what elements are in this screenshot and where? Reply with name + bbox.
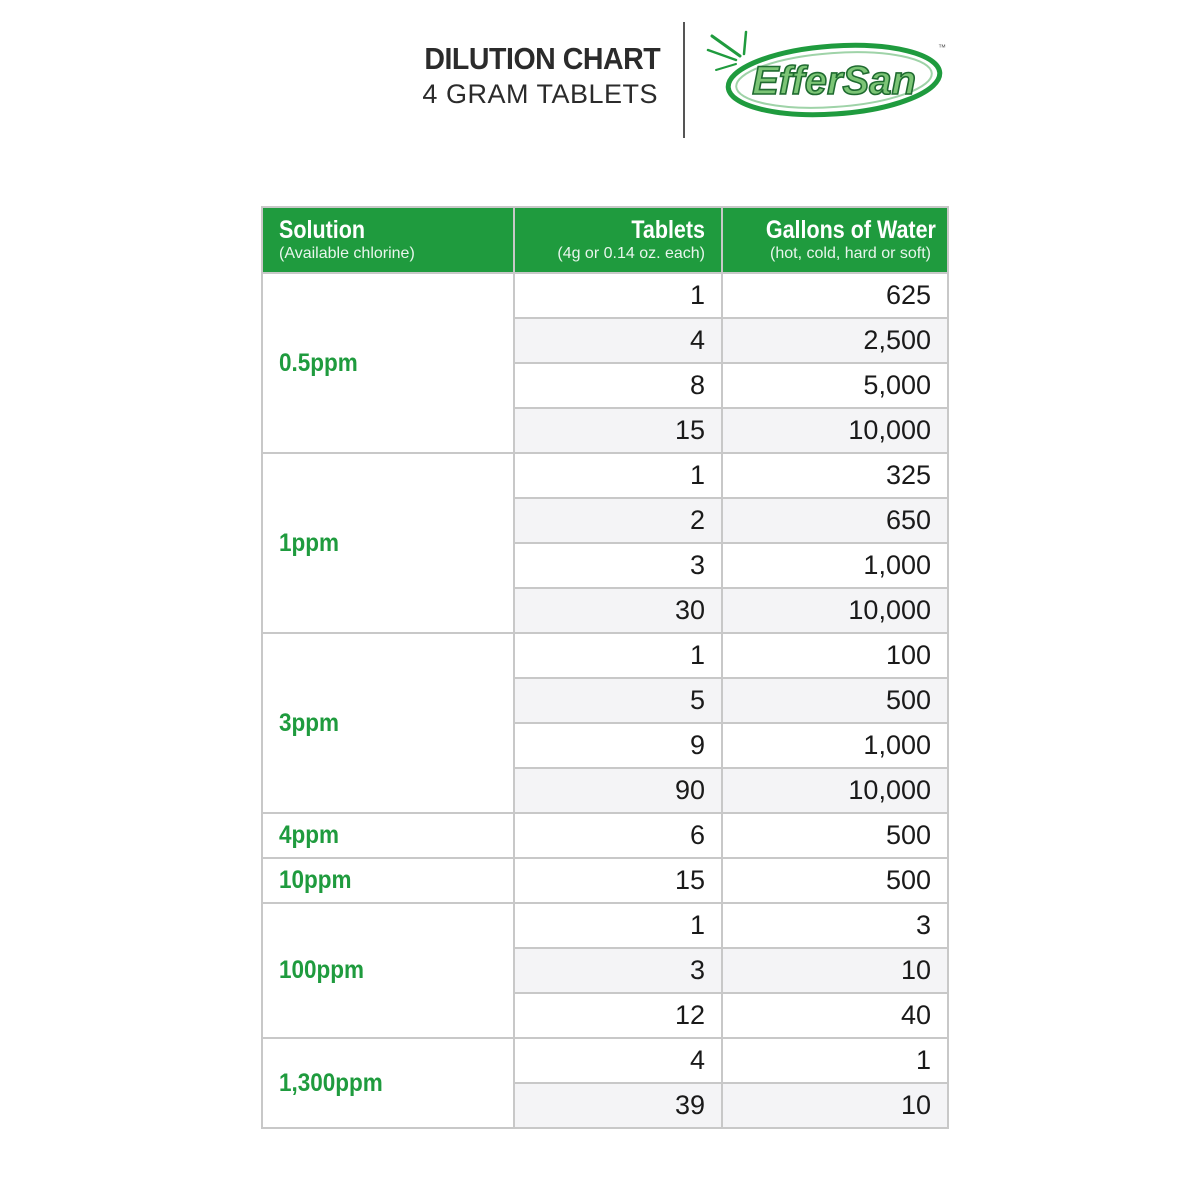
tablets-cell: 15	[514, 408, 722, 453]
gallons-cell: 500	[722, 858, 948, 903]
table-row	[262, 858, 948, 903]
solution-cell	[262, 813, 514, 858]
solution-cell	[262, 858, 514, 903]
gallons-cell: 40	[722, 993, 948, 1038]
tablets-cell: 9	[514, 723, 722, 768]
chart-title: DILUTION CHART	[424, 41, 661, 76]
column-header-label: Tablets	[631, 216, 705, 244]
column-header-label: Solution	[279, 216, 365, 244]
tablets-cell: 4	[514, 318, 722, 363]
tablets-cell: 8	[514, 363, 722, 408]
table-body	[262, 273, 948, 1128]
column-header-note: (4g or 0.14 oz. each)	[557, 245, 705, 262]
tablets-cell: 6	[514, 813, 722, 858]
gallons-cell: 10,000	[722, 588, 948, 633]
solution-cell	[262, 273, 514, 453]
gallons-cell: 10	[722, 1083, 948, 1128]
gallons-cell: 10	[722, 948, 948, 993]
gallons-cell: 10,000	[722, 768, 948, 813]
gallons-cell: 1,000	[722, 723, 948, 768]
gallons-cell: 500	[722, 813, 948, 858]
solution-cell	[262, 633, 514, 813]
tablets-cell: 3	[514, 543, 722, 588]
solution-value: 10ppm	[279, 866, 352, 894]
table-row	[262, 813, 948, 858]
solution-value: 100ppm	[279, 956, 365, 984]
dilution-table	[261, 206, 949, 1129]
column-header-tablets	[514, 207, 722, 273]
column-header-note: (Available chlorine)	[279, 245, 415, 262]
table-row	[262, 273, 948, 318]
tablets-cell: 1	[514, 453, 722, 498]
column-header-gallons	[722, 207, 948, 273]
logo-wordmark: EfferSan	[752, 59, 916, 103]
gallons-cell: 1	[722, 1038, 948, 1083]
gallons-cell: 500	[722, 678, 948, 723]
tablets-cell: 1	[514, 273, 722, 318]
logo-trademark: ™	[938, 43, 946, 52]
gallons-cell: 100	[722, 633, 948, 678]
solution-value: 1ppm	[279, 528, 340, 557]
tablets-cell: 12	[514, 993, 722, 1038]
tablets-cell: 30	[514, 588, 722, 633]
gallons-cell: 10,000	[722, 408, 948, 453]
tablets-cell: 3	[514, 948, 722, 993]
tablets-cell: 1	[514, 633, 722, 678]
gallons-cell: 5,000	[722, 363, 948, 408]
header-divider	[683, 22, 685, 138]
tablets-cell: 90	[514, 768, 722, 813]
tablets-cell: 15	[514, 858, 722, 903]
solution-cell	[262, 903, 514, 1038]
gallons-cell: 325	[722, 453, 948, 498]
tablets-cell: 39	[514, 1083, 722, 1128]
solution-value: 3ppm	[279, 708, 340, 737]
gallons-cell: 2,500	[722, 318, 948, 363]
table-header-row	[262, 207, 948, 273]
gallons-cell: 650	[722, 498, 948, 543]
tablets-cell: 2	[514, 498, 722, 543]
tablets-cell: 1	[514, 903, 722, 948]
effersan-logo	[706, 30, 946, 130]
chart-subtitle: 4 GRAM TABLETS	[422, 79, 658, 109]
table-row	[262, 1038, 948, 1083]
solution-value: 1,300ppm	[279, 1068, 383, 1097]
gallons-cell: 625	[722, 273, 948, 318]
gallons-cell: 1,000	[722, 543, 948, 588]
chart-title-block	[404, 40, 661, 110]
column-header-note: (hot, cold, hard or soft)	[770, 245, 931, 262]
table-row	[262, 633, 948, 678]
solution-value: 4ppm	[279, 821, 340, 849]
solution-cell	[262, 1038, 514, 1128]
gallons-cell: 3	[722, 903, 948, 948]
column-header-solution	[262, 207, 514, 273]
tablets-cell: 4	[514, 1038, 722, 1083]
table-row	[262, 903, 948, 948]
solution-value: 0.5ppm	[279, 348, 358, 377]
solution-cell	[262, 453, 514, 633]
tablets-cell: 5	[514, 678, 722, 723]
table-row	[262, 453, 948, 498]
column-header-label: Gallons of Water	[765, 216, 936, 244]
